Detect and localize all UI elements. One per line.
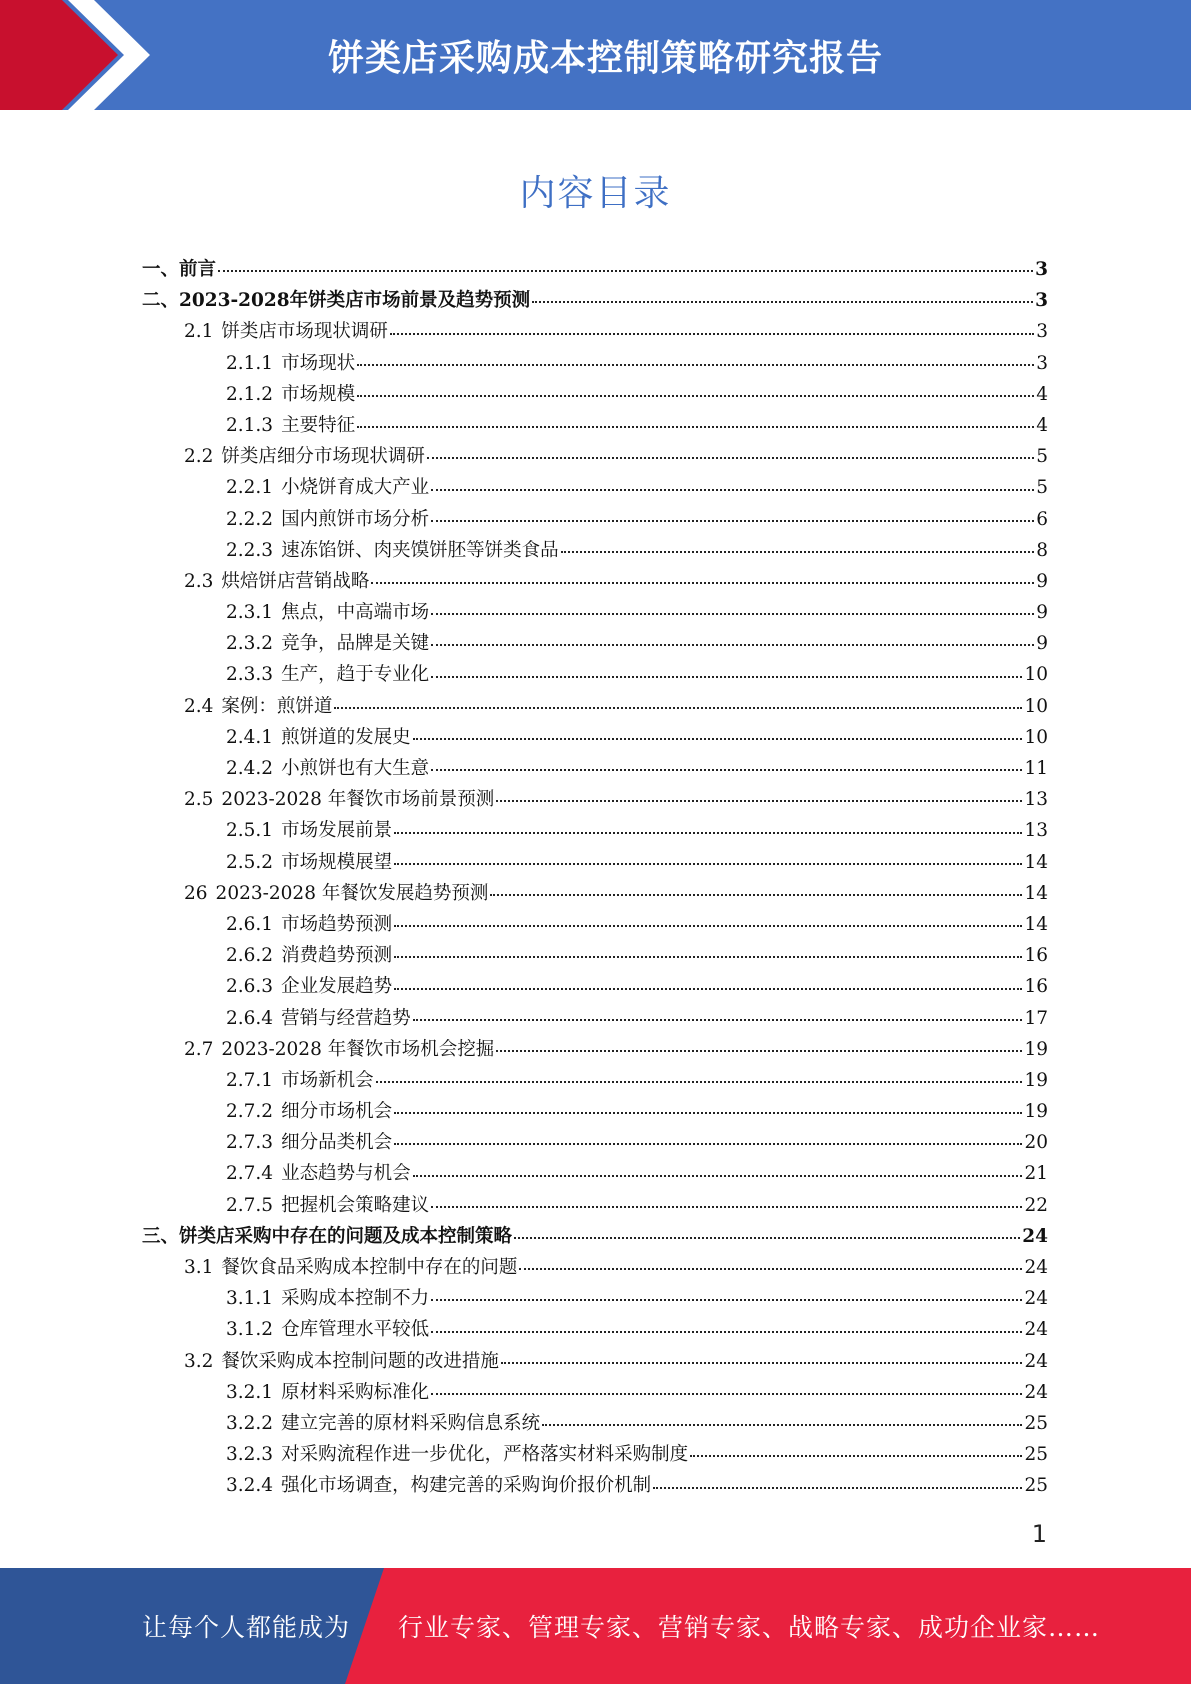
toc-dot-leader xyxy=(357,395,1034,397)
toc-entry-title: 竞争，品牌是关键 xyxy=(281,633,430,655)
toc-entry-page: 19 xyxy=(1024,1069,1048,1091)
toc-entry-title: 市场规模 xyxy=(281,383,356,405)
toc-entry-title: 采购成本控制不力 xyxy=(281,1288,430,1310)
toc-dot-leader xyxy=(334,707,1022,709)
toc-dot-leader xyxy=(514,1237,1020,1239)
toc-entry-number: 2.2 xyxy=(184,446,214,468)
toc-entry-number: 2.5.2 xyxy=(226,851,274,873)
toc-entry-number: 2.3.1 xyxy=(226,602,274,624)
toc-entry[interactable] xyxy=(142,504,1048,535)
toc-entry-page: 20 xyxy=(1024,1132,1048,1154)
toc-entry-title: 细分市场机会 xyxy=(281,1101,393,1123)
toc-entry-page: 4 xyxy=(1036,414,1048,436)
toc-entry-title: 主要特征 xyxy=(281,414,356,436)
toc-entry-title: 生产，趋于专业化 xyxy=(281,664,430,686)
toc-dot-leader xyxy=(653,1487,1022,1489)
toc-entry-page: 24 xyxy=(1024,1288,1048,1310)
toc-entry-page: 14 xyxy=(1024,913,1048,935)
toc-entry[interactable] xyxy=(142,1439,1048,1470)
toc-dot-leader xyxy=(431,1331,1022,1333)
toc-dot-leader xyxy=(413,1175,1023,1177)
toc-entry[interactable] xyxy=(142,659,1048,690)
toc-entry-title: 速冻馅饼、肉夹馍饼胚等饼类食品 xyxy=(281,539,559,561)
toc-dot-leader xyxy=(394,988,1022,990)
toc-dot-leader xyxy=(496,1050,1022,1052)
toc-entry-number: 2.7.2 xyxy=(226,1101,274,1123)
toc-entry-title: 原材料采购标准化 xyxy=(281,1381,430,1403)
toc-entry[interactable] xyxy=(142,784,1048,815)
toc-entry-number: 2.1.3 xyxy=(226,414,274,436)
toc-entry-title: 焦点，中高端市场 xyxy=(281,602,430,624)
toc-entry-page: 24 xyxy=(1024,1350,1048,1372)
toc-entry-page: 10 xyxy=(1024,695,1048,717)
toc-entry-title: 餐饮采购成本控制问题的改进措施 xyxy=(221,1350,499,1372)
toc-entry-number: 2.2.1 xyxy=(226,477,274,499)
toc-dot-leader xyxy=(357,364,1034,366)
toc-entry-title: 消费趋势预测 xyxy=(281,945,393,967)
toc-dot-leader xyxy=(561,551,1035,553)
toc-dot-leader xyxy=(519,1268,1022,1270)
toc-dot-leader xyxy=(394,863,1022,865)
toc-entry-page: 16 xyxy=(1024,976,1048,998)
toc-dot-leader xyxy=(542,1424,1022,1426)
toc-entry-number: 2.7.5 xyxy=(226,1194,274,1216)
toc-entry[interactable] xyxy=(142,1190,1048,1221)
toc-entry-page: 19 xyxy=(1024,1038,1048,1060)
toc-entry-title: 把握机会策略建议 xyxy=(281,1194,430,1216)
toc-entry-title: 一、前言 xyxy=(142,259,217,280)
toc-entry-page: 10 xyxy=(1024,726,1048,748)
toc-entry[interactable] xyxy=(142,847,1048,878)
toc-entry-title: 煎饼道的发展史 xyxy=(281,726,411,748)
toc-dot-leader xyxy=(390,333,1034,335)
toc-entry[interactable] xyxy=(142,472,1048,503)
toc-entry[interactable] xyxy=(142,1003,1048,1034)
toc-entry-page: 3 xyxy=(1036,321,1048,343)
toc-entry-title: 市场现状 xyxy=(281,352,356,374)
toc-entry-number: 3.2.2 xyxy=(226,1412,274,1434)
toc-dot-leader xyxy=(690,1455,1022,1457)
toc-entry-number: 3.1 xyxy=(184,1257,214,1278)
toc-dot-leader xyxy=(431,613,1034,615)
toc-entry[interactable] xyxy=(142,316,1048,347)
toc-dot-leader xyxy=(427,457,1034,459)
toc-entry[interactable] xyxy=(142,566,1048,597)
header-banner xyxy=(0,0,1191,110)
toc-entry-page: 13 xyxy=(1024,820,1048,842)
toc-entry[interactable] xyxy=(142,1096,1048,1127)
toc-entry-number: 2.1.1 xyxy=(226,352,274,374)
footer-banner xyxy=(0,1568,1191,1684)
toc-entry[interactable] xyxy=(142,348,1048,379)
toc-entry-title: 案例：煎饼道 xyxy=(221,695,333,717)
toc-entry-page: 25 xyxy=(1024,1412,1048,1434)
toc-entry[interactable] xyxy=(142,1221,1048,1252)
toc-dot-leader xyxy=(431,1393,1022,1395)
toc-entry-page: 17 xyxy=(1024,1007,1048,1029)
toc-entry-number: 2.5.1 xyxy=(226,820,274,842)
toc-dot-leader xyxy=(394,832,1022,834)
toc-entry-title: 业态趋势与机会 xyxy=(281,1163,411,1185)
toc-entry-title: 小煎饼也有大生意 xyxy=(281,758,430,779)
toc-entry-title: 仓库管理水平较低 xyxy=(281,1319,430,1341)
toc-dot-leader xyxy=(431,676,1022,678)
toc-entry[interactable] xyxy=(142,722,1048,753)
toc-entry-number: 2.4 xyxy=(184,695,214,717)
toc-dot-leader xyxy=(394,1143,1022,1145)
toc-entry-title: 三、饼类店采购中存在的问题及成本控制策略 xyxy=(142,1225,513,1247)
toc-dot-leader xyxy=(371,582,1034,584)
toc-dot-leader xyxy=(376,1081,1023,1083)
toc-entry[interactable] xyxy=(142,1034,1048,1065)
toc-entry-title: 细分品类机会 xyxy=(281,1132,393,1154)
toc-entry[interactable] xyxy=(142,441,1048,472)
toc-entry-title: 强化市场调查，构建完善的采购询价报价机制 xyxy=(281,1475,652,1497)
toc-entry-page: 22 xyxy=(1024,1194,1048,1216)
toc-entry-number: 2.1 xyxy=(184,321,214,343)
toc-entry-page: 9 xyxy=(1036,602,1048,624)
toc-entry-title: 企业发展趋势 xyxy=(281,976,393,998)
toc-entry[interactable] xyxy=(142,1158,1048,1189)
toc-entry-page: 9 xyxy=(1036,570,1048,592)
toc-entry-number: 2.7.4 xyxy=(226,1163,274,1185)
toc-entry-number: 2.2.3 xyxy=(226,539,274,561)
toc-entry-page: 14 xyxy=(1024,851,1048,873)
toc-entry[interactable] xyxy=(142,285,1048,316)
footer-slogan-right: 行业专家、管理专家、营销专家、战略专家、成功企业家…… xyxy=(398,1613,1101,1642)
toc-heading: 内容目录 xyxy=(519,173,672,214)
toc-entry[interactable] xyxy=(142,535,1048,566)
toc-entry[interactable] xyxy=(142,1470,1048,1501)
toc-dot-leader xyxy=(431,1299,1022,1301)
toc-entry-page: 9 xyxy=(1036,633,1048,655)
toc-entry[interactable] xyxy=(142,815,1048,846)
table-of-contents xyxy=(142,254,1048,1502)
toc-entry-page: 5 xyxy=(1036,446,1048,468)
toc-entry[interactable] xyxy=(142,909,1048,940)
toc-entry-page: 14 xyxy=(1024,882,1048,904)
toc-dot-leader xyxy=(413,738,1023,740)
toc-entry-number: 3.1.2 xyxy=(226,1319,274,1341)
page-number: 1 xyxy=(1031,1520,1047,1548)
toc-entry-number: 2.7 xyxy=(184,1038,214,1060)
toc-dot-leader xyxy=(218,270,1033,272)
toc-dot-leader xyxy=(490,894,1022,896)
toc-entry-page: 21 xyxy=(1024,1163,1048,1185)
toc-entry-number: 26 xyxy=(184,882,208,904)
toc-dot-leader xyxy=(394,925,1022,927)
toc-entry[interactable] xyxy=(142,1408,1048,1439)
toc-entry-title: 市场新机会 xyxy=(281,1069,374,1091)
toc-entry[interactable] xyxy=(142,1283,1048,1314)
toc-entry-page: 16 xyxy=(1024,945,1048,967)
toc-entry[interactable] xyxy=(142,1346,1048,1377)
report-title: 饼类店采购成本控制策略研究报告 xyxy=(327,37,883,79)
toc-entry[interactable] xyxy=(142,379,1048,410)
toc-entry-number: 2.3.2 xyxy=(226,633,274,655)
toc-entry[interactable] xyxy=(142,1065,1048,1096)
toc-entry[interactable] xyxy=(142,254,1048,285)
toc-entry-number: 3.1.1 xyxy=(226,1288,274,1310)
toc-dot-leader xyxy=(431,769,1022,771)
toc-entry-page: 24 xyxy=(1024,1257,1048,1278)
toc-entry-title: 2023-2028 年餐饮市场机会挖掘 xyxy=(221,1038,495,1060)
toc-entry-number: 2.6.2 xyxy=(226,945,274,967)
toc-entry-title: 国内煎饼市场分析 xyxy=(281,508,430,530)
toc-entry-number: 3.2.4 xyxy=(226,1475,274,1497)
toc-entry-page: 11 xyxy=(1024,758,1048,779)
toc-entry-title: 2023-2028 年餐饮市场前景预测 xyxy=(221,789,495,811)
toc-entry-number: 2.4.1 xyxy=(226,726,274,748)
toc-entry-number: 2.7.3 xyxy=(226,1132,274,1154)
toc-entry-number: 2.6.3 xyxy=(226,976,274,998)
toc-entry-title: 饼类店细分市场现状调研 xyxy=(221,446,425,468)
toc-entry-title: 烘焙饼店营销战略 xyxy=(221,570,370,592)
toc-entry-number: 3.2 xyxy=(184,1350,214,1372)
toc-entry-page: 25 xyxy=(1024,1475,1048,1497)
toc-entry-title: 餐饮食品采购成本控制中存在的问题 xyxy=(221,1257,518,1278)
toc-entry-title: 建立完善的原材料采购信息系统 xyxy=(281,1412,541,1434)
toc-entry[interactable] xyxy=(142,691,1048,722)
toc-entry-title: 市场趋势预测 xyxy=(281,913,393,935)
toc-dot-leader xyxy=(431,520,1034,522)
toc-entry-number: 2.3.3 xyxy=(226,664,274,686)
toc-entry[interactable] xyxy=(142,878,1048,909)
toc-dot-leader xyxy=(431,1206,1022,1208)
toc-entry-page: 8 xyxy=(1036,539,1048,561)
toc-entry-title: 2023-2028 年餐饮发展趋势预测 xyxy=(215,882,489,904)
toc-entry-page: 3 xyxy=(1036,352,1048,374)
toc-entry-number: 2.4.2 xyxy=(226,758,274,779)
toc-entry-page: 24 xyxy=(1024,1319,1048,1341)
toc-dot-leader xyxy=(357,426,1034,428)
toc-entry-page: 5 xyxy=(1036,477,1048,499)
toc-entry-page: 4 xyxy=(1036,383,1048,405)
toc-entry[interactable] xyxy=(142,410,1048,441)
toc-entry[interactable] xyxy=(142,1252,1048,1283)
toc-entry-title: 对采购流程作进一步优化，严格落实材料采购制度 xyxy=(281,1444,689,1466)
toc-entry[interactable] xyxy=(142,628,1048,659)
toc-entry[interactable] xyxy=(142,597,1048,628)
toc-dot-leader xyxy=(394,956,1022,958)
toc-entry-title: 二、2023-2028年饼类店市场前景及趋势预测 xyxy=(142,290,531,312)
toc-dot-leader xyxy=(431,489,1034,491)
toc-entry[interactable] xyxy=(142,971,1048,1002)
toc-dot-leader xyxy=(496,800,1022,802)
toc-entry-number: 3.2.1 xyxy=(226,1381,274,1403)
toc-entry-page: 19 xyxy=(1024,1101,1048,1123)
footer-slogan-left: 让每个人都能成为 xyxy=(142,1613,351,1642)
toc-entry[interactable] xyxy=(142,1127,1048,1158)
toc-entry-title: 市场规模展望 xyxy=(281,851,393,873)
toc-entry-number: 2.6.1 xyxy=(226,913,274,935)
toc-entry-page: 6 xyxy=(1036,508,1048,530)
toc-entry-number: 2.5 xyxy=(184,789,214,811)
toc-entry-title: 饼类店市场现状调研 xyxy=(221,321,388,343)
toc-dot-leader xyxy=(413,1019,1023,1021)
toc-entry-number: 2.2.2 xyxy=(226,508,274,530)
toc-dot-leader xyxy=(431,644,1034,646)
toc-entry-number: 3.2.3 xyxy=(226,1444,274,1466)
toc-entry-page: 10 xyxy=(1024,664,1048,686)
toc-dot-leader xyxy=(501,1362,1023,1364)
toc-dot-leader xyxy=(394,1112,1022,1114)
toc-entry-page: 13 xyxy=(1024,789,1048,811)
toc-entry-page: 25 xyxy=(1024,1444,1048,1466)
toc-entry-page: 24 xyxy=(1022,1225,1048,1247)
toc-entry-page: 3 xyxy=(1035,259,1048,280)
toc-entry-number: 2.7.1 xyxy=(226,1069,274,1091)
toc-entry-number: 2.6.4 xyxy=(226,1007,274,1029)
toc-entry-number: 2.3 xyxy=(184,570,214,592)
toc-entry-title: 营销与经营趋势 xyxy=(281,1007,411,1029)
toc-entry-title: 市场发展前景 xyxy=(281,820,393,842)
toc-entry[interactable] xyxy=(142,940,1048,971)
toc-entry[interactable] xyxy=(142,1377,1048,1408)
toc-entry[interactable] xyxy=(142,753,1048,784)
toc-entry-page: 3 xyxy=(1035,290,1048,312)
toc-entry-number: 2.1.2 xyxy=(226,383,274,405)
toc-entry-title: 小烧饼育成大产业 xyxy=(281,477,430,499)
toc-dot-leader xyxy=(532,301,1033,303)
toc-entry[interactable] xyxy=(142,1314,1048,1345)
toc-entry-page: 24 xyxy=(1024,1381,1048,1403)
